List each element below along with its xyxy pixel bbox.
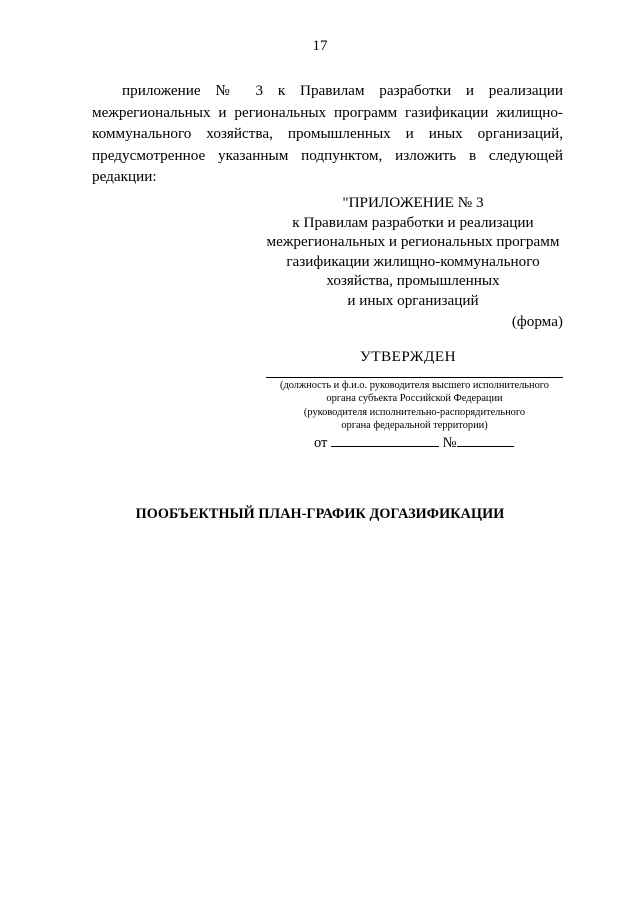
date-number-line — [314, 435, 514, 452]
appendix-heading-line: газификации жилищно-коммунального — [286, 252, 540, 270]
appendix-heading-line: и иных организаций — [347, 291, 479, 309]
number-blank — [457, 435, 514, 447]
number-sign: № — [442, 435, 457, 451]
signature-caption-line: (должность и ф.и.о. руководителя высшего исполнительного — [279, 380, 549, 391]
appendix-heading-line: хозяйства, промышленных — [326, 272, 500, 290]
signature-line — [266, 377, 563, 378]
signature-caption-line: органа федеральной территории) — [341, 420, 488, 432]
appendix-heading-line: к Правилам разработки и реализации — [292, 213, 534, 231]
page-number: 17 — [312, 38, 328, 54]
date-blank — [331, 435, 439, 447]
document-title: ПООБЪЕКТНЫЙ ПЛАН-ГРАФИК ДОГАЗИФИКАЦИИ — [135, 506, 505, 522]
date-prefix: от — [314, 435, 328, 451]
form-label: (форма) — [511, 313, 563, 330]
signature-caption-line: (руководителя исполнительно-распорядительного — [303, 406, 526, 418]
appendix-heading-line: "ПРИЛОЖЕНИЕ № 3 — [342, 194, 484, 211]
intro-paragraph: приложение № 3 к Правилам разработки и реализации межрегиональных и региональных программ газификации жилищно-коммунального хозяйства, промышленных и иных организаций, предусмотренное указанным подпунктом, изложить в следующей редакции: — [92, 82, 563, 186]
approved-label: УТВЕРЖДЕН — [360, 348, 457, 365]
appendix-heading-line: межрегиональных и региональных программ — [266, 233, 560, 251]
signature-caption — [262, 379, 567, 433]
appendix-heading — [250, 193, 576, 311]
signature-caption-line: органа субъекта Российской Федерации — [326, 393, 503, 405]
